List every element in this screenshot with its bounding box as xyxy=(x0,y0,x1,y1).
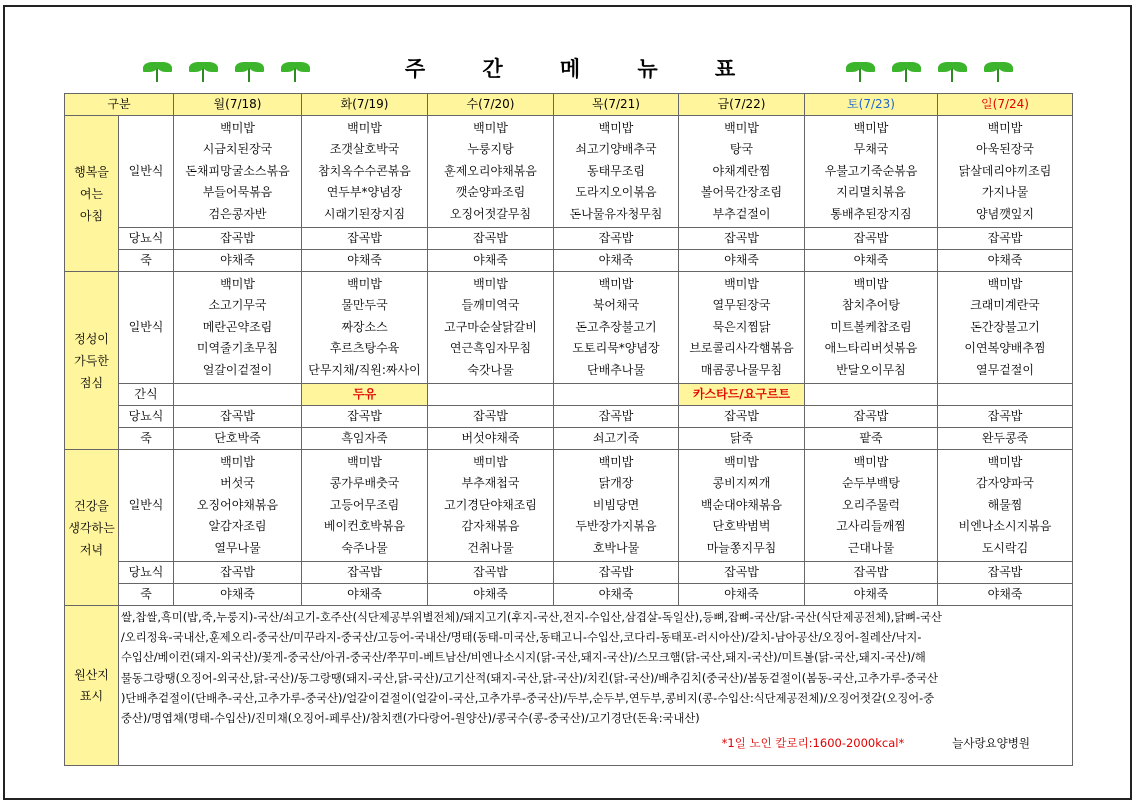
menu-item: 백미밥 xyxy=(724,454,759,469)
menu-item: 열무나물 xyxy=(214,540,261,555)
diabetic-cell: 잡곡밥 xyxy=(938,562,1073,584)
origin-text-line: 중산)/명엽채(명태-수입산)/진미채(오징어-페루산)/참치캔(가다랑어-원양산)/콩국수(콩-중국산)/고기경단(돈육:국내산) xyxy=(121,712,700,726)
diabetic-cell: 잡곡밥 xyxy=(805,406,938,428)
porridge-cell: 야채죽 xyxy=(174,584,302,606)
menu-item: 순두부백탕 xyxy=(842,476,900,491)
meal-label-line: 가득한 xyxy=(74,353,109,368)
menu-cell xyxy=(302,450,428,562)
menu-cell xyxy=(554,450,679,562)
title-char: 표 xyxy=(714,57,736,81)
general-label: 일반식 xyxy=(119,272,174,384)
weekly-menu-table xyxy=(64,93,1073,766)
menu-item: 단배추나물 xyxy=(587,362,645,377)
page-title xyxy=(395,52,745,84)
menu-item: 탕국 xyxy=(729,142,754,157)
title-char: 뉴 xyxy=(637,57,658,81)
menu-item: 비엔나소시지볶음 xyxy=(958,519,1052,534)
porridge-cell: 야채죽 xyxy=(554,250,679,272)
porridge-cell: 단호박죽 xyxy=(174,428,302,450)
menu-item: 백미밥 xyxy=(220,276,255,291)
menu-item: 오리주물럭 xyxy=(842,497,900,512)
sprout-icon xyxy=(278,58,312,82)
origin-text xyxy=(119,606,1073,766)
menu-cell xyxy=(938,272,1073,384)
menu-item: 크래미계란국 xyxy=(970,298,1040,313)
menu-item: 알감자조림 xyxy=(208,519,267,534)
menu-item: 연두부*양념장 xyxy=(326,185,403,200)
footer xyxy=(121,733,1068,753)
porridge-cell: 야채죽 xyxy=(174,250,302,272)
porridge-cell: 야채죽 xyxy=(938,584,1073,606)
menu-item: 고구마순살닭갈비 xyxy=(444,319,537,334)
menu-cell xyxy=(679,450,805,562)
menu-item: 오징어젓갈무침 xyxy=(449,206,532,221)
menu-cell xyxy=(428,272,554,384)
porridge-cell: 야채죽 xyxy=(302,250,428,272)
menu-item: 백미밥 xyxy=(598,120,634,135)
dinner-label xyxy=(65,450,119,606)
menu-item: 백미밥 xyxy=(473,276,508,291)
general-label: 일반식 xyxy=(119,450,174,562)
sprout-icon xyxy=(186,58,220,82)
menu-item: 부추겉절이 xyxy=(712,206,771,221)
menu-item: 연근흑임자무침 xyxy=(449,341,532,356)
menu-cell xyxy=(554,116,679,228)
menu-item: 쇠고기양배추국 xyxy=(575,142,657,157)
origin-text-line: )단배추겉절이(단배추-국산,고추가루-중국산)/얼갈이겉절이(얼갈이-국산,고추가루-중국산)/두부,순두부,연두부,콩비지(콩-수입산:식단제공전체)/오징어젓갈(오징어-중 xyxy=(121,691,935,705)
menu-item: 열무겉절이 xyxy=(976,362,1034,377)
diabetic-cell: 잡곡밥 xyxy=(805,562,938,584)
diabetic-cell: 잡곡밥 xyxy=(938,228,1073,250)
header-day: 목(7/21) xyxy=(554,94,679,116)
menu-item: 양념깻잎지 xyxy=(976,206,1034,221)
diabetic-cell: 잡곡밥 xyxy=(805,228,938,250)
menu-cell xyxy=(174,450,302,562)
meal-label-line: 점심 xyxy=(79,375,104,390)
menu-item: 마늘쫑지무침 xyxy=(706,540,777,555)
menu-item: 시금치된장국 xyxy=(202,142,273,157)
origin-label xyxy=(65,606,119,766)
menu-item: 야채계란찜 xyxy=(712,163,771,178)
porridge-cell: 버섯야채죽 xyxy=(428,428,554,450)
meal-label-line: 여는 xyxy=(79,186,104,201)
menu-item: 백미밥 xyxy=(220,454,255,469)
menu-item: 백미밥 xyxy=(347,454,382,469)
menu-item: 콩비지찌개 xyxy=(712,476,771,491)
menu-item: 백미밥 xyxy=(598,276,634,291)
snack-cell xyxy=(938,384,1073,406)
menu-cell xyxy=(805,116,938,228)
diabetic-cell: 잡곡밥 xyxy=(554,228,679,250)
menu-cell xyxy=(805,272,938,384)
sprout-icon xyxy=(140,58,174,82)
origin-label-line: 표시 xyxy=(79,688,104,703)
menu-item: 근대나물 xyxy=(847,540,895,555)
menu-cell xyxy=(428,116,554,228)
diabetic-cell: 잡곡밥 xyxy=(302,406,428,428)
menu-item: 백미밥 xyxy=(987,120,1023,135)
menu-item: 고기경단야채조림 xyxy=(444,497,537,512)
menu-item: 고사리들깨찜 xyxy=(836,519,906,534)
menu-item: 통배추된장지짐 xyxy=(830,206,912,221)
menu-item: 지리멸치볶음 xyxy=(836,185,906,200)
menu-cell xyxy=(174,272,302,384)
menu-item: 백미밥 xyxy=(987,454,1023,469)
menu-item: 이연복양배추찜 xyxy=(964,341,1046,356)
menu-item: 백미밥 xyxy=(724,120,759,135)
menu-item: 부추재첩국 xyxy=(461,476,520,491)
porridge-label: 죽 xyxy=(119,428,174,450)
sprout-icon xyxy=(843,58,877,82)
header-day: 화(7/19) xyxy=(302,94,428,116)
diabetic-cell: 잡곡밥 xyxy=(679,406,805,428)
diabetic-cell: 잡곡밥 xyxy=(428,562,554,584)
menu-item: 감자양파국 xyxy=(976,476,1034,491)
snack-cell xyxy=(554,384,679,406)
porridge-cell: 야채죽 xyxy=(805,584,938,606)
menu-item: 돈간장불고기 xyxy=(970,319,1040,334)
origin-text-line: 수입산/베이컨(돼지-외국산)/꽃게-중국산/아귀-중국산/쭈꾸미-베트남산/비엔나소시지(닭-국산,돼지-국산)/스모크햄(닭-국산,돼지-국산)/미트볼(닭-국산,돼지-국산)/해 xyxy=(121,651,926,665)
menu-item: 돈나물유자청무침 xyxy=(569,206,663,221)
porridge-cell: 완두콩죽 xyxy=(938,428,1073,450)
menu-item: 호박나물 xyxy=(592,540,640,555)
header-day: 토(7/23) xyxy=(805,94,938,116)
menu-item: 무채국 xyxy=(853,142,889,157)
menu-cell xyxy=(174,116,302,228)
menu-item: 콩가루배춧국 xyxy=(329,476,400,491)
porridge-cell: 흑임자죽 xyxy=(302,428,428,450)
menu-cell xyxy=(428,450,554,562)
porridge-label: 죽 xyxy=(119,584,174,606)
menu-item: 백미밥 xyxy=(987,276,1023,291)
menu-item: 베이컨호박볶음 xyxy=(323,519,406,534)
menu-item: 브로콜리사각햄볶음 xyxy=(689,341,794,356)
menu-item: 참치옥수수콘볶음 xyxy=(318,163,411,178)
menu-item: 백미밥 xyxy=(724,276,759,291)
menu-item: 백미밥 xyxy=(473,120,508,135)
menu-item: 두반장가지볶음 xyxy=(575,519,657,534)
menu-cell xyxy=(805,450,938,562)
diabetic-cell: 잡곡밥 xyxy=(554,406,679,428)
menu-item: 깻순양파조림 xyxy=(455,185,526,200)
meal-label-line: 생각하는 xyxy=(68,520,115,535)
sprout-icon xyxy=(889,58,923,82)
sprout-decoration-right xyxy=(843,58,1015,82)
meal-label-line: 정성이 xyxy=(74,331,109,346)
menu-item: 들깨미역국 xyxy=(461,298,520,313)
porridge-cell: 야채죽 xyxy=(679,584,805,606)
origin-label-line: 원산지 xyxy=(74,667,109,682)
menu-item: 백미밥 xyxy=(853,276,889,291)
snack-cell xyxy=(174,384,302,406)
menu-item: 돈채피망굴소스볶음 xyxy=(185,163,290,178)
diabetic-cell: 잡곡밥 xyxy=(302,562,428,584)
diabetic-cell: 잡곡밥 xyxy=(679,562,805,584)
porridge-cell: 팥죽 xyxy=(805,428,938,450)
hospital-name: 늘사랑요양병원 xyxy=(952,736,1030,751)
sprout-icon xyxy=(981,58,1015,82)
diabetic-cell: 잡곡밥 xyxy=(174,562,302,584)
breakfast-label xyxy=(65,116,119,272)
menu-item: 건취나물 xyxy=(467,540,514,555)
menu-item: 얼갈이겉절이 xyxy=(202,362,273,377)
menu-item: 도라지오이볶음 xyxy=(575,185,657,200)
sprout-decoration-left xyxy=(140,58,312,82)
menu-item: 물만두국 xyxy=(341,298,388,313)
menu-item: 백미밥 xyxy=(347,120,382,135)
menu-item: 단무지채/직원:짜사이 xyxy=(308,362,421,377)
porridge-cell: 쇠고기죽 xyxy=(554,428,679,450)
sprout-icon xyxy=(935,58,969,82)
diabetic-cell: 잡곡밥 xyxy=(302,228,428,250)
menu-item: 북어채국 xyxy=(592,298,640,313)
menu-item: 백미밥 xyxy=(853,454,889,469)
menu-item: 아욱된장국 xyxy=(976,142,1034,157)
menu-item: 시래기된장지짐 xyxy=(323,206,406,221)
menu-item: 볼어묵간장조림 xyxy=(700,185,783,200)
diabetic-cell: 잡곡밥 xyxy=(174,228,302,250)
snack-label: 간식 xyxy=(119,384,174,406)
menu-cell xyxy=(679,116,805,228)
menu-item: 백미밥 xyxy=(473,454,508,469)
porridge-label: 죽 xyxy=(119,250,174,272)
porridge-cell: 야채죽 xyxy=(679,250,805,272)
menu-item: 백순대야채볶음 xyxy=(700,497,783,512)
meal-label-line: 건강을 xyxy=(74,498,109,513)
menu-item: 단호박범벅 xyxy=(712,519,771,534)
origin-text-line: 물동그랑땡(오징어-외국산,닭-국산)/동그랑땡(돼지-국산,닭-국산)/고기산적(돼지-국산,닭-국산)/치킨(닭-국산)/배추김치(중국산)/봄동겉절이(봄동-국산,고추가루-중국산 xyxy=(121,671,938,685)
menu-item: 비빔당면 xyxy=(592,497,640,512)
menu-item: 돈고추장불고기 xyxy=(575,319,657,334)
menu-item: 도토리묵*양념장 xyxy=(572,341,660,356)
porridge-cell: 야채죽 xyxy=(302,584,428,606)
sprout-icon xyxy=(232,58,266,82)
menu-cell xyxy=(938,116,1073,228)
header-day: 일(7/24) xyxy=(938,94,1073,116)
menu-item: 백미밥 xyxy=(853,120,889,135)
origin-text-line: /오리정육-국내산,훈제오리-중국산/미꾸라지-중국산/고등어-국내산/명태(동태-미국산,동태고니-수입산,코다리-동태포-러시아산)/갈치-남아공산/오징어-칠레산/낙지- xyxy=(121,631,922,645)
menu-item: 해물찜 xyxy=(987,497,1023,512)
kcal-note: *1일 노인 칼로리:1600-2000kcal* xyxy=(721,736,905,751)
title-char: 간 xyxy=(482,57,503,81)
diabetic-cell: 잡곡밥 xyxy=(428,228,554,250)
header-day: 월(7/18) xyxy=(174,94,302,116)
porridge-cell: 야채죽 xyxy=(428,584,554,606)
diabetic-label: 당뇨식 xyxy=(119,406,174,428)
menu-item: 백미밥 xyxy=(347,276,382,291)
menu-cell xyxy=(554,272,679,384)
snack-cell xyxy=(805,384,938,406)
menu-item: 미역줄기초무침 xyxy=(196,341,279,356)
porridge-cell: 야채죽 xyxy=(554,584,679,606)
menu-item: 훈제오리야채볶음 xyxy=(444,163,537,178)
header-day: 수(7/20) xyxy=(428,94,554,116)
menu-cell xyxy=(679,272,805,384)
menu-item: 참치추어탕 xyxy=(842,298,900,313)
diabetic-label: 당뇨식 xyxy=(119,562,174,584)
menu-item: 매콤콩나물무침 xyxy=(700,362,783,377)
origin-text-line: 쌀,찹쌀,흑미(밥,죽,누룽지)-국산/쇠고기-호주산(식단제공부위별전체)/돼지고기(후지-국산,전지-수입산,삼겹살-독일산),등뼈,잡뼈-국산/닭-국산(식단제공전체),닭뼈-국산 xyxy=(121,611,942,624)
menu-cell xyxy=(302,272,428,384)
meal-label-line: 행복을 xyxy=(74,164,109,179)
menu-item: 고등어무조림 xyxy=(329,497,400,512)
diabetic-label: 당뇨식 xyxy=(119,228,174,250)
porridge-cell: 닭죽 xyxy=(679,428,805,450)
menu-cell xyxy=(938,450,1073,562)
menu-item: 닭살데리야끼조림 xyxy=(958,163,1052,178)
menu-item: 버섯국 xyxy=(220,476,255,491)
menu-cell xyxy=(302,116,428,228)
menu-item: 소고기무국 xyxy=(208,298,267,313)
porridge-cell: 야채죽 xyxy=(805,250,938,272)
diabetic-cell: 잡곡밥 xyxy=(679,228,805,250)
menu-item: 숙갓나물 xyxy=(467,362,514,377)
menu-item: 백미밥 xyxy=(598,454,634,469)
menu-item: 애느타리버섯볶음 xyxy=(824,341,918,356)
menu-item: 후르츠탕수육 xyxy=(329,341,400,356)
diabetic-cell: 잡곡밥 xyxy=(938,406,1073,428)
menu-item: 가지나물 xyxy=(981,185,1029,200)
menu-item: 백미밥 xyxy=(220,120,255,135)
menu-item: 검은콩자반 xyxy=(208,206,267,221)
menu-item: 조갯살호박국 xyxy=(329,142,400,157)
title-char: 주 xyxy=(404,57,426,81)
menu-item: 메란곤약조림 xyxy=(202,319,273,334)
menu-item: 누룽지탕 xyxy=(467,142,514,157)
diabetic-cell: 잡곡밥 xyxy=(554,562,679,584)
lunch-label xyxy=(65,272,119,450)
menu-item: 열무된장국 xyxy=(712,298,771,313)
diabetic-cell: 잡곡밥 xyxy=(174,406,302,428)
general-label: 일반식 xyxy=(119,116,174,228)
meal-label-line: 저녁 xyxy=(79,542,104,557)
diabetic-cell: 잡곡밥 xyxy=(428,406,554,428)
menu-item: 동태무조림 xyxy=(587,163,645,178)
menu-item: 숙주나물 xyxy=(341,540,388,555)
header-day: 금(7/22) xyxy=(679,94,805,116)
snack-cell: 카스타드/요구르트 xyxy=(679,384,805,406)
menu-item: 반달오이무침 xyxy=(836,362,906,377)
menu-item: 미트볼케찹조림 xyxy=(830,319,912,334)
snack-cell xyxy=(428,384,554,406)
porridge-cell: 야채죽 xyxy=(428,250,554,272)
menu-item: 오징어야채볶음 xyxy=(196,497,279,512)
menu-item: 우불고기죽순볶음 xyxy=(824,163,918,178)
menu-item: 부들어묵볶음 xyxy=(202,185,273,200)
porridge-cell: 야채죽 xyxy=(938,250,1073,272)
menu-item: 묵은지찜닭 xyxy=(712,319,771,334)
meal-label-line: 아침 xyxy=(79,208,104,223)
menu-item: 도시락김 xyxy=(981,540,1029,555)
header-gubun: 구분 xyxy=(65,94,174,116)
menu-item: 감자채볶음 xyxy=(461,519,520,534)
menu-item: 짜장소스 xyxy=(341,319,388,334)
snack-cell: 두유 xyxy=(302,384,428,406)
title-char: 메 xyxy=(559,57,581,81)
menu-item: 닭개장 xyxy=(598,476,634,491)
